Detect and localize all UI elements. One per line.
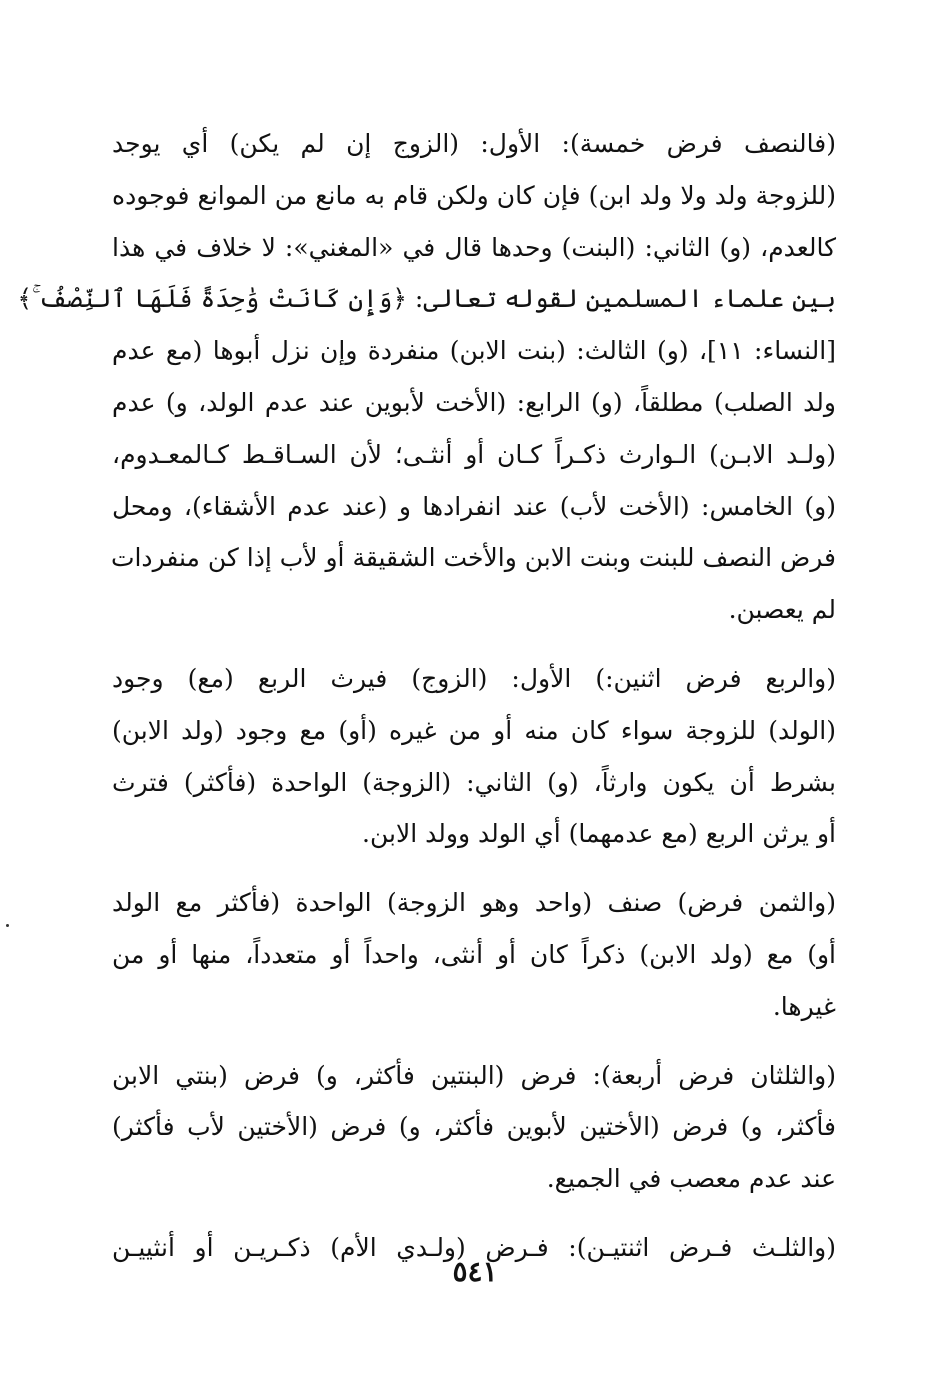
body-text	[17, 118, 836, 1274]
page-number: ٥٤١	[452, 1255, 498, 1288]
paragraph-eighth-share	[112, 877, 836, 1032]
paragraph-gap	[112, 636, 836, 653]
text-line: (و) الخامس: (الأخت لأب) عند انفرادها و (عند عدم الأشقاء)، ومحل	[112, 491, 836, 521]
text-line: (الولد) للزوجة سواء كان منه أو من غيره (أو) مع وجود (ولد الابن)	[112, 715, 836, 745]
scan-speck	[6, 924, 9, 927]
paragraph-quarter-share	[112, 653, 836, 860]
paragraph-gap	[112, 1205, 836, 1222]
paragraph-two-thirds-share	[112, 1050, 836, 1205]
paragraph-gap	[112, 860, 836, 877]
text-line: ولد الصلب) مطلقاً، (و) الرابع: (الأخت لأبوين عند عدم الولد، و) عدم	[112, 387, 836, 417]
text-line: [النساء: ١١]، (و) الثالث: (بنت الابن) منفردة وإن نزل أبوها (مع عدم	[112, 336, 836, 366]
text-line: أو يرثن الربع (مع عدمهما) أي الولد وولد الابن.	[362, 819, 836, 849]
paragraph-half-share	[17, 118, 836, 636]
text-line: غيرها.	[772, 991, 836, 1021]
text-line: (والثمن فرض) صنف (واحد وهو الزوجة) الواحدة (فأكثر مع الولد	[112, 888, 836, 918]
text-line: (والربع فرض اثنين:) الأول: (الزوج) فيرث الربع (مع) وجود	[112, 663, 836, 693]
text-line: (والثلثان فرض أربعة): فرض (البنتين فأكثر، و) فرض (بنتي الابن	[112, 1060, 836, 1090]
text-line: (والثلـث فـرض اثنتيـن): فـرض (ولـدي الأم) ذكـريـن أو أنثييـن	[112, 1232, 836, 1262]
text-line: كالعدم، (و) الثاني: (البنت) وحدها قال في «المغني»: لا خلاف في هذا	[112, 232, 836, 262]
text-line: فرض النصف للبنت وبنت الابن والأخت الشقيقة أو لأب إذا كن منفردات	[110, 543, 836, 573]
text-line-quran-verse: بين علماء المسلمين لقوله تعالى: ﴿وَإِن كَانَتْ وَٰحِدَةً فَلَهَا ٱلنِّصْفُ ۚ﴾	[17, 284, 836, 314]
text-line: (للزوجة ولد ولا ولد ابن) فإن كان ولكن قام به مانع من الموانع فوجوده	[112, 180, 836, 210]
text-line: (ولـد الابـن) الـوارث ذكـراً كـان أو أنثـى؛ لأن السـاقـط كـالمعـدوم،	[112, 439, 836, 469]
text-line: (فالنصف فرض خمسة): الأول: (الزوج إن لم يكن) أي يوجد	[112, 129, 836, 158]
text-line: أو) مع (ولد الابن) ذكراً كان أو أنثى، واحداً أو متعدداً، منها أو من	[112, 939, 836, 969]
text-line: لم يعصبن.	[728, 595, 836, 625]
text-line: بشرط أن يكون وارثاً، (و) الثاني: (الزوجة) الواحدة (فأكثر) فترث	[112, 767, 836, 797]
text-line: فأكثر، و) فرض (الأختين لأبوين فأكثر، و) فرض (الأختين لأب فأكثر)	[112, 1112, 836, 1142]
paragraph-gap	[112, 1033, 836, 1050]
text-line: عند عدم معصب في الجميع.	[546, 1164, 836, 1194]
